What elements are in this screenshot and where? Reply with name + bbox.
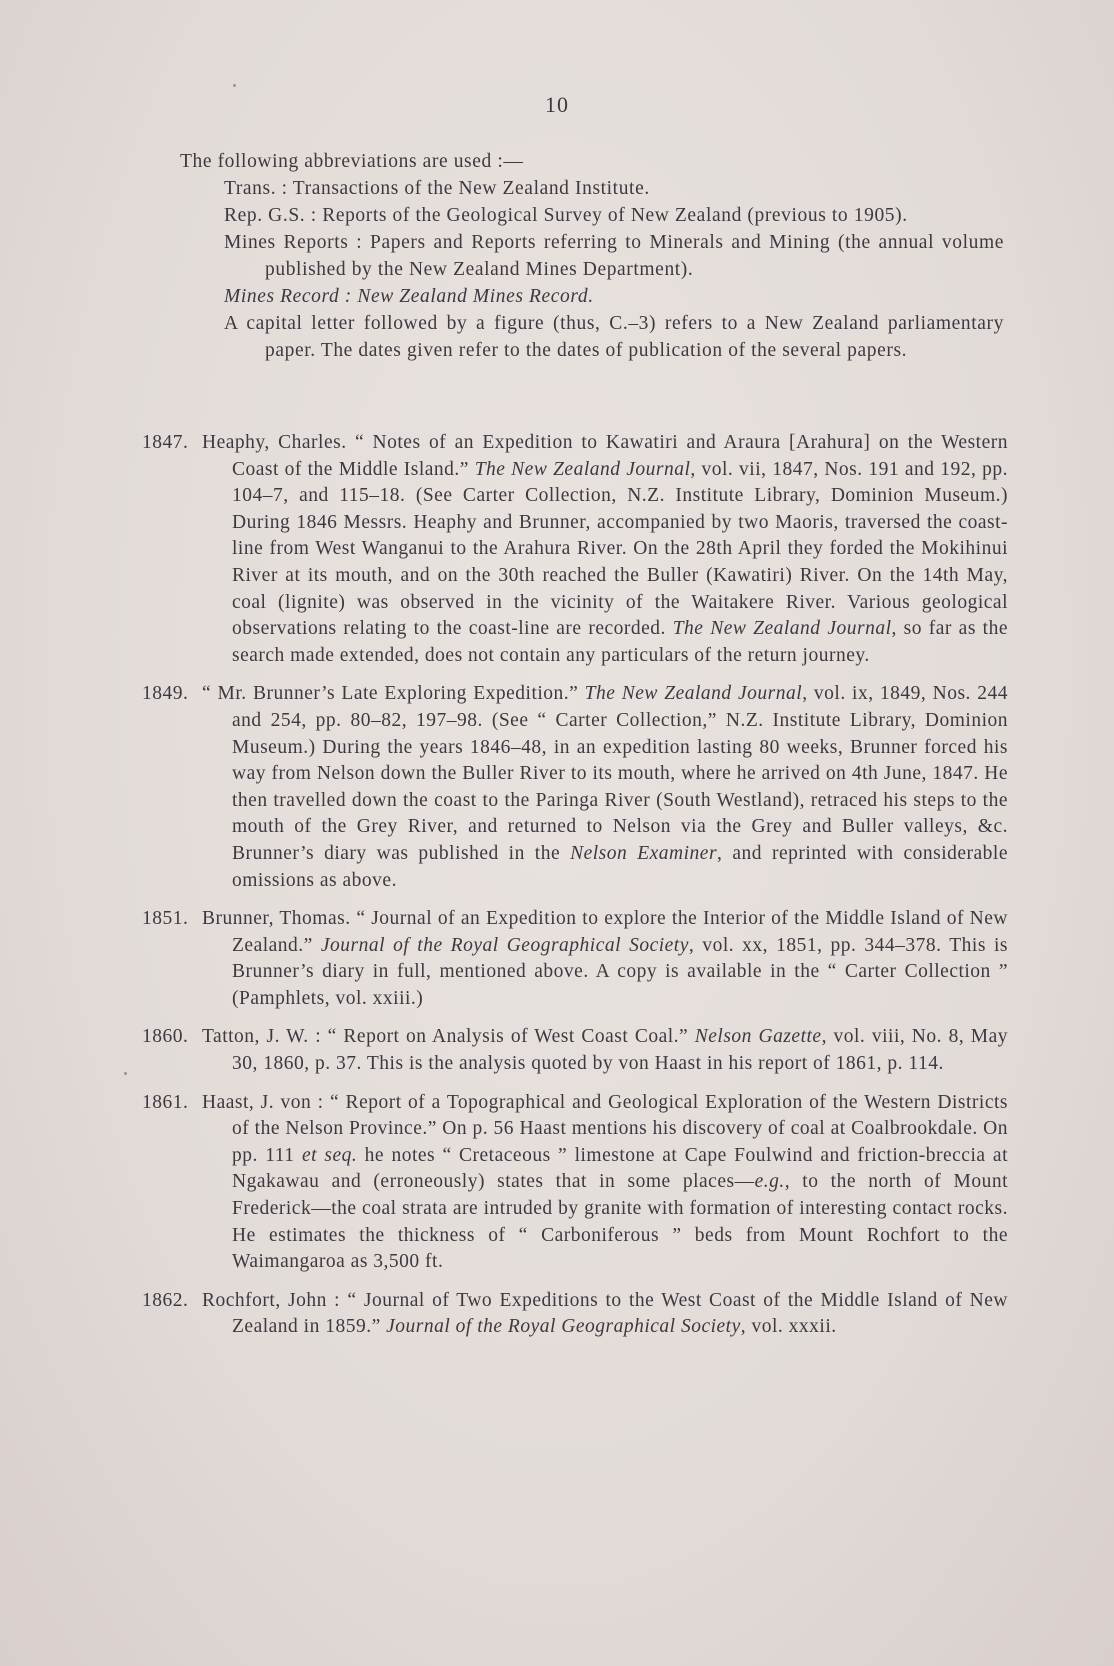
bibliography-entry — [142, 906, 1008, 1012]
abbreviations-list — [180, 175, 1004, 364]
abbreviation-item — [224, 202, 1004, 229]
entry-text: he notes “ Cretaceous ” limestone at Cape Foulwind and friction-breccia at Ngakawau and (erroneously) states that in some places— — [232, 1144, 1008, 1193]
bibliography-entry — [142, 430, 1008, 669]
entry-italic-title: Journal of the Royal Geographical Society — [320, 934, 689, 956]
entry-italic-title: The New Zealand Journal — [474, 458, 691, 480]
entry-text: , and reprinted with considerable omissions as above. — [232, 842, 1008, 891]
abbreviations-section — [180, 148, 1004, 364]
entry-italic-title: Journal of the Royal Geographical Society — [386, 1316, 741, 1338]
entry-year: 1847. — [142, 432, 189, 453]
entry-text: , to the north of Mount Frederick—the coal strata are intruded by granite with formation of interesting contact rocks. He estimates the thickness of “ Carboniferous ” beds from Mount Rochfort to the Waimangaroa as 3,500 ft. — [232, 1171, 1008, 1273]
paper-speck — [124, 1072, 127, 1075]
entry-italic-title: et seq. — [301, 1144, 358, 1166]
entry-text: Haast, J. von : “ Report of a Topographical and Geological Exploration of the Western Districts of the Nelson Province.” On p. 56 Haast mentions his discovery of coal at Coalbrookdale. On pp. 111 — [202, 1091, 1008, 1166]
abbreviation-item — [224, 229, 1004, 283]
abbreviation-definition: A capital letter followed by a figure (thus, C.–3) refers to a New Zealand parliamentary paper. The dates given refer to the dates of publication of the several papers. — [224, 313, 1004, 361]
abbreviation-term: Mines Reports : — [224, 232, 363, 253]
abbreviation-term: Trans. : — [224, 178, 288, 199]
entry-text: , so far as the search made extended, does not contain any particulars of the return journey. — [232, 618, 1008, 666]
abbreviation-term: Mines Record : — [224, 286, 352, 307]
entry-year: 1849. — [142, 683, 189, 705]
entry-year: 1851. — [142, 908, 189, 930]
abbreviation-item — [224, 310, 1004, 364]
entry-text: , vol. ix, 1849, Nos. 244 and 254, pp. 80–82, 197–98. (See “ Carter Collection,” N.Z. Institute Library, Dominion Museum.) During the years 1846–48, in an expedition lasting 80 weeks, Brunner forced his way from Nelson down the Buller River to its mouth, where he arrived on 4th June, 1847. He then travelled down the coast to the Paringa River (South Westland), retraced his steps to the mouth of the Grey River, and returned to Nelson via the Grey and Buller valleys, &c. Brunner’s diary was published in the — [232, 683, 1008, 864]
entry-year: 1862. — [142, 1289, 189, 1311]
abbreviation-definition: Papers and Reports referring to Minerals and Mining (the annual volume published by the New Zealand Mines Department). — [265, 232, 1004, 280]
entry-text: Rochfort, John : “ Journal of Two Expeditions to the West Coast of the Middle Island of New Zealand in 1859.” — [202, 1289, 1008, 1338]
abbreviations-intro: The following abbreviations are used :— — [180, 151, 524, 172]
entry-italic-title: Nelson Gazette — [694, 1026, 822, 1048]
entry-italic-title: The New Zealand Journal — [584, 683, 803, 705]
entry-italic-title: Nelson Examiner — [570, 842, 718, 864]
entry-year: 1860. — [142, 1026, 189, 1048]
page-number: 10 — [545, 92, 569, 117]
bibliography-entry — [142, 1090, 1008, 1276]
entry-text: Brunner, Thomas. “ Journal of an Expedition to explore the Interior of the Middle Island of New Zealand.” — [202, 908, 1008, 956]
abbreviation-definition: Transactions of the New Zealand Institute. — [287, 178, 650, 199]
bibliography-entry — [142, 681, 1008, 894]
abbreviation-term: Rep. G.S. : — [224, 205, 317, 226]
entry-text: , vol. xx, 1851, pp. 344–378. This is Brunner’s diary in full, mentioned above. A copy is available in the “ Carter Collection ” (Pamphlets, vol. xxiii.) — [232, 934, 1008, 1009]
entry-text: , vol. viii, No. 8, May 30, 1860, p. 37. This is the analysis quoted by von Haast in his report of 1861, p. 114. — [232, 1026, 1008, 1075]
abbreviation-definition: Reports of the Geological Survey of New Zealand (previous to 1905). — [316, 205, 908, 226]
entry-italic-title: e.g. — [754, 1171, 785, 1193]
abbreviation-item — [224, 175, 1004, 202]
entry-text: Heaphy, Charles. “ Notes of an Expedition to Kawatiri and Araura [Arahura] on the Western Coast of the Middle Island.” — [202, 432, 1008, 480]
bibliography-entry — [142, 1024, 1008, 1077]
entry-text: , vol. vii, 1847, Nos. 191 and 192, pp. 104–7, and 115–18. (See Carter Collection, N.Z. Institute Library, Dominion Museum.) During 1846 Messrs. Heaphy and Brunner, accompanied by two Maoris, traversed the coast-line from West Wanganui to the Arahura River. On the 28th April they forded the Mokihinui River at its mouth, and on the 30th reached the Buller (Kawatiri) River. On the 14th May, coal (lignite) was observed in the vicinity of the Waitakere River. Various geological observations relating to the coast-line are recorded. — [232, 458, 1009, 640]
bibliography-entries — [142, 430, 1008, 1353]
bibliography-entry — [142, 1288, 1008, 1341]
abbreviation-item — [224, 283, 1004, 310]
entry-text: “ Mr. Brunner’s Late Exploring Expedition.” — [202, 683, 585, 705]
entry-year: 1861. — [142, 1091, 189, 1113]
entry-italic-title: The New Zealand Journal — [672, 618, 892, 640]
entry-text: Tatton, J. W. : “ Report on Analysis of West Coast Coal.” — [202, 1026, 695, 1048]
entry-text: , vol. xxxii. — [740, 1316, 837, 1338]
abbreviation-definition: New Zealand Mines Record. — [351, 286, 594, 307]
paper-speck — [233, 84, 236, 87]
